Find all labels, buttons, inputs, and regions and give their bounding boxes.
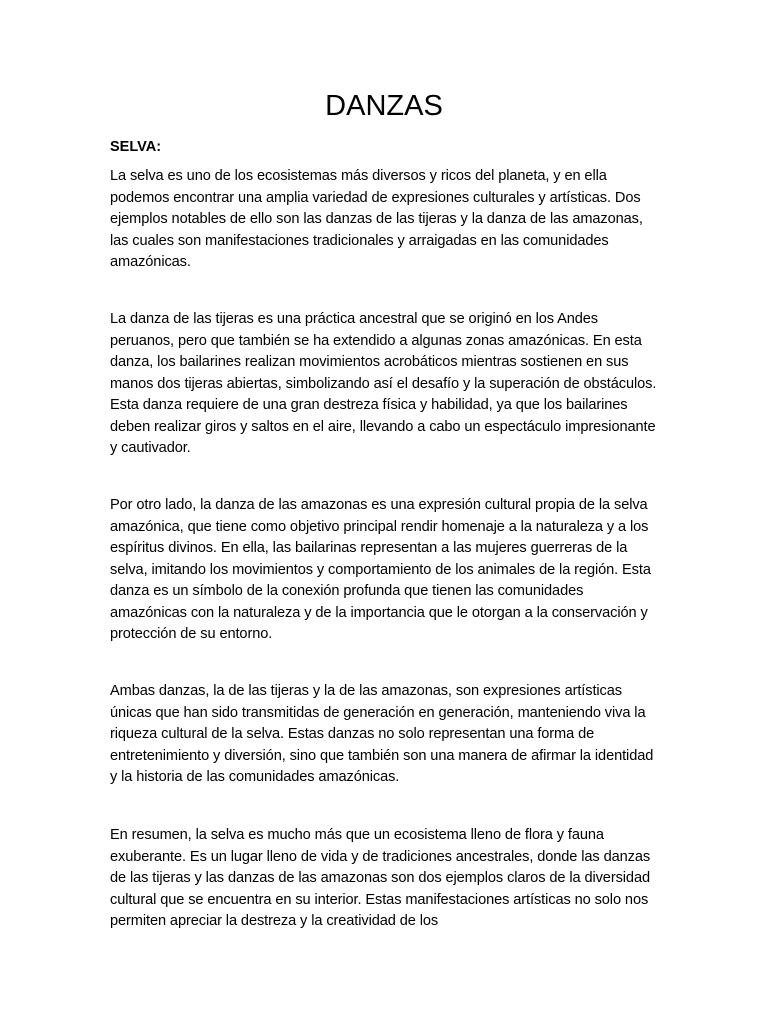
paragraph-5: En resumen, la selva es mucho más que un ecosistema lleno de flora y fauna exuberante. Es un lugar lleno de vida y de tradiciones ancestrales, donde las danzas de las tijeras y las danzas de las amazonas son dos ejemplos claros de la diversidad cultural que se encuentra en su interior. Estas manifestaciones artísticas no solo nos permiten apreciar la destreza y la creatividad de los bbox=[110, 827, 651, 929]
document-title: DANZAS bbox=[325, 90, 443, 122]
paragraph-1: La selva es uno de los ecosistemas más diversos y ricos del planeta, y en ella podemos encontrar una amplia variedad de expresiones culturales y artísticas. Dos ejemplos notables de ello son las danzas de las tijeras y la danza de las amazonas, las cuales son manifestaciones tradicionales y arraigadas en las comunidades amazónicas. bbox=[110, 168, 643, 270]
paragraph-3: Por otro lado, la danza de las amazonas es una expresión cultural propia de la selva amazónica, que tiene como objetivo principal rendir homenaje a la naturaleza y a los espíritus divinos. En ella, las bailarinas representan a las mujeres guerreras de la selva, imitando los movimientos y comportamiento de los animales de la región. Esta danza es un símbolo de la conexión profunda que tienen las comunidades amazónicas con la naturaleza y de la importancia que le otorgan a la conservación y protección de su entorno. bbox=[110, 497, 651, 642]
section-label: SELVA: bbox=[110, 139, 162, 155]
paragraph-4: Ambas danzas, la de las tijeras y la de las amazonas, son expresiones artísticas únicas que han sido transmitidas de generación en generación, manteniendo viva la riqueza cultural de la selva. Estas danzas no solo representan una forma de entretenimiento y diversión, sino que también son una manera de afirmar la identidad y la historia de las comunidades amazónicas. bbox=[110, 683, 654, 785]
paragraph-2: La danza de las tijeras es una práctica ancestral que se originó en los Andes peruanos, pero que también se ha extendido a algunas zonas amazónicas. En esta danza, los bailarines realizan movimientos acrobáticos mientras sostienen en sus manos dos tijeras abiertas, simbolizando así el desafío y la superación de obstáculos. Esta danza requiere de una gran destreza física y habilidad, ya que los bailarines deben realizar giros y saltos en el aire, llevando a cabo un espectáculo impresionante y cautivador. bbox=[110, 311, 657, 456]
